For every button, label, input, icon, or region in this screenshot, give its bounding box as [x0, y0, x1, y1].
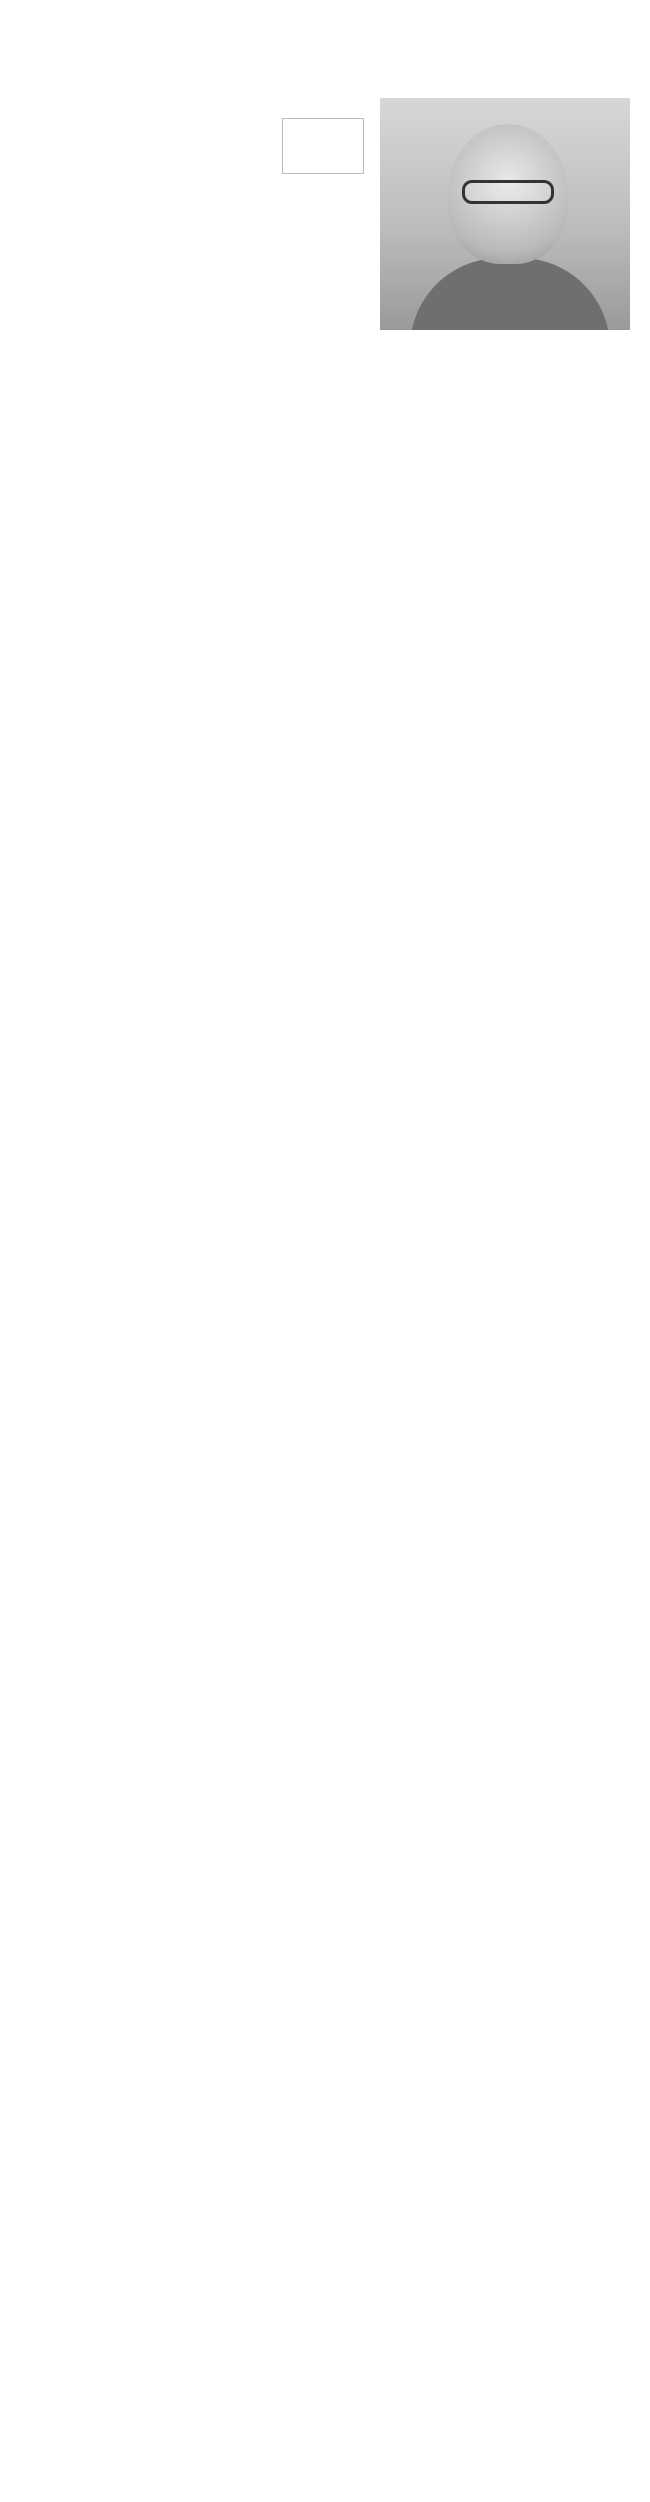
column-logo	[282, 118, 364, 174]
portrait-shirt	[410, 258, 610, 330]
portrait-glasses	[462, 180, 554, 204]
column-header	[0, 0, 650, 250]
author-portrait	[380, 98, 630, 330]
